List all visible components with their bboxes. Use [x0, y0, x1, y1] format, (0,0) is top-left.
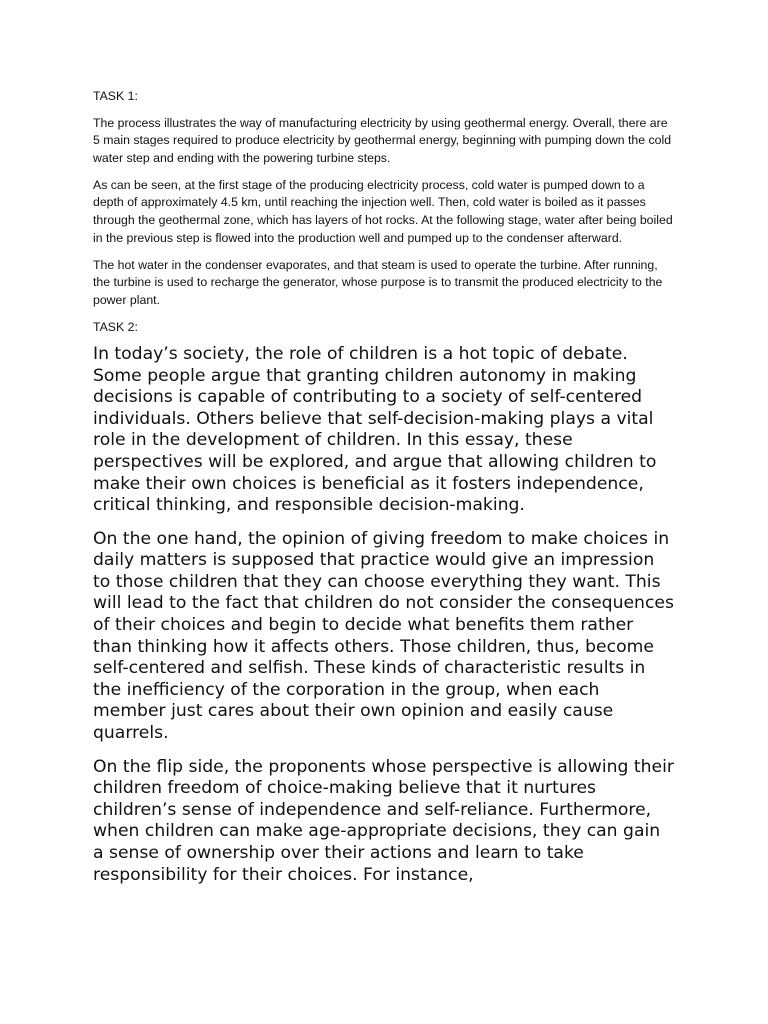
task1-paragraph-2: As can be seen, at the first stage of the producing electricity process, cold water is pumped down to a depth of approximately 4.5 km, until reaching the injection well. Then, cold water is boiled as it passes through the geothermal zone, which has layers of hot rocks. At the following stage, water after being boiled in the previous step is flowed into the production well and pumped up to the condenser afterward. — [93, 177, 673, 245]
task2-paragraph-3: On the flip side, the proponents whose perspective is allowing their children freedom of choice-making believe that it nurtures children’s sense of independence and self-reliance. Furthermore, when children can make age-appropriate decisions, they can gain a sense of ownership over their actions and learn to take responsibility for their choices. For instance, — [93, 756, 674, 885]
task2-heading: TASK 2: — [93, 319, 138, 334]
task1-paragraph-3: The hot water in the condenser evaporates, and that steam is used to operate the turbine. After running, the turbine is used to recharge the generator, whose purpose is to transmit the produced electricity to the power plant. — [93, 257, 663, 307]
task1-heading: TASK 1: — [93, 89, 138, 103]
document-page — [93, 88, 675, 898]
task1-paragraph-1: The process illustrates the way of manufacturing electricity by using geothermal energy. Overall, there are 5 main stages required to produce electricity by geothermal energy, beginning with pumping down the cold water step and ending with the powering turbine steps. — [93, 115, 672, 165]
task2-paragraph-1: In today’s society, the role of children is a hot topic of debate. Some people argue that granting children autonomy in making decisions is capable of contributing to a society of self-centered individuals. Others believe that self-decision-making plays a vital role in the development of children. In this essay, these perspectives will be explored, and argue that allowing children to make their own choices is beneficial as it fosters independence, critical thinking, and responsible decision-making. — [93, 343, 657, 516]
task2-paragraph-2: On the one hand, the opinion of giving freedom to make choices in daily matters is supposed that practice would give an impression to those children that they can choose everything they want. This will lead to the fact that children do not consider the consequences of their choices and begin to decide what benefits them rather than thinking how it affects others. Those children, thus, become self-centered and selfish. These kinds of characteristic results in the inefficiency of the corporation in the group, when each member just cares about their own opinion and easily cause quarrels. — [93, 528, 674, 744]
